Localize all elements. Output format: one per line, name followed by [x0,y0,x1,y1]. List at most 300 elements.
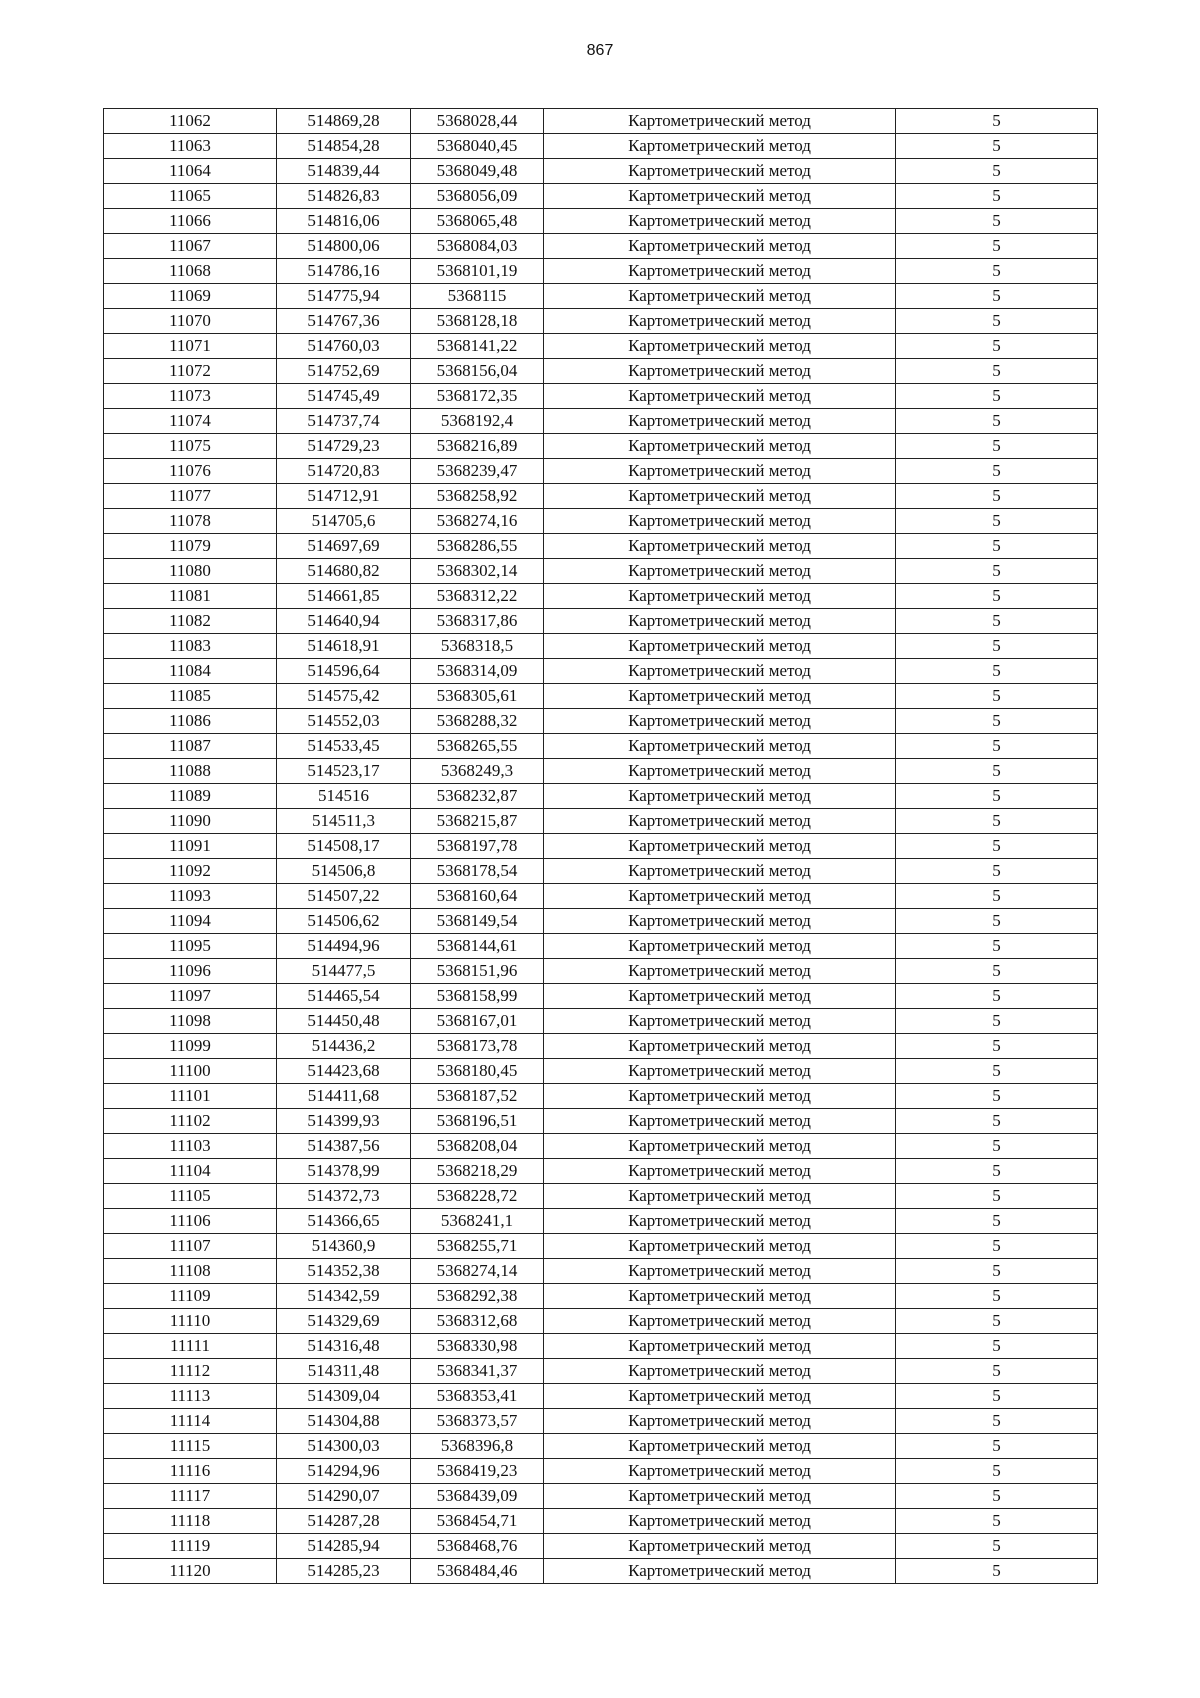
table-row [104,1384,1098,1409]
method-cell: Картометрический метод [544,509,896,534]
point-number-cell: 11066 [104,209,277,234]
method-cell: Картометрический метод [544,159,896,184]
method-cell: Картометрический метод [544,684,896,709]
method-cell: Картометрический метод [544,934,896,959]
y-coordinate-cell: 5368172,35 [411,384,544,409]
point-number-cell: 11083 [104,634,277,659]
table-row [104,1259,1098,1284]
x-coordinate-cell: 514411,68 [277,1084,411,1109]
accuracy-cell: 5 [896,509,1098,534]
method-cell: Картометрический метод [544,1434,896,1459]
x-coordinate-cell: 514854,28 [277,134,411,159]
table-row [104,759,1098,784]
x-coordinate-cell: 514737,74 [277,409,411,434]
accuracy-cell: 5 [896,1184,1098,1209]
table-row [104,109,1098,134]
point-number-cell: 11089 [104,784,277,809]
y-coordinate-cell: 5368396,8 [411,1434,544,1459]
table-row [104,234,1098,259]
point-number-cell: 11113 [104,1384,277,1409]
y-coordinate-cell: 5368292,38 [411,1284,544,1309]
accuracy-cell: 5 [896,884,1098,909]
table-row [104,709,1098,734]
point-number-cell: 11063 [104,134,277,159]
point-number-cell: 11111 [104,1334,277,1359]
accuracy-cell: 5 [896,1009,1098,1034]
x-coordinate-cell: 514300,03 [277,1434,411,1459]
method-cell: Картометрический метод [544,284,896,309]
point-number-cell: 11110 [104,1309,277,1334]
method-cell: Картометрический метод [544,309,896,334]
table-row [104,1509,1098,1534]
point-number-cell: 11076 [104,459,277,484]
x-coordinate-cell: 514705,6 [277,509,411,534]
method-cell: Картометрический метод [544,734,896,759]
method-cell: Картометрический метод [544,1334,896,1359]
table-row [104,1009,1098,1034]
accuracy-cell: 5 [896,959,1098,984]
y-coordinate-cell: 5368156,04 [411,359,544,384]
table-row [104,1559,1098,1584]
accuracy-cell: 5 [896,934,1098,959]
x-coordinate-cell: 514285,23 [277,1559,411,1584]
method-cell: Картометрический метод [544,459,896,484]
x-coordinate-cell: 514477,5 [277,959,411,984]
point-number-cell: 11118 [104,1509,277,1534]
table-row [104,909,1098,934]
point-number-cell: 11119 [104,1534,277,1559]
page-number: 867 [586,42,614,59]
accuracy-cell: 5 [896,534,1098,559]
method-cell: Картометрический метод [544,1359,896,1384]
method-cell: Картометрический метод [544,909,896,934]
point-number-cell: 11093 [104,884,277,909]
method-cell: Картометрический метод [544,1084,896,1109]
method-cell: Картометрический метод [544,559,896,584]
accuracy-cell: 5 [896,434,1098,459]
x-coordinate-cell: 514342,59 [277,1284,411,1309]
point-number-cell: 11067 [104,234,277,259]
y-coordinate-cell: 5368341,37 [411,1359,544,1384]
point-number-cell: 11095 [104,934,277,959]
point-number-cell: 11073 [104,384,277,409]
y-coordinate-cell: 5368187,52 [411,1084,544,1109]
accuracy-cell: 5 [896,684,1098,709]
x-coordinate-cell: 514816,06 [277,209,411,234]
accuracy-cell: 5 [896,909,1098,934]
point-number-cell: 11068 [104,259,277,284]
point-number-cell: 11107 [104,1234,277,1259]
table-row [104,684,1098,709]
accuracy-cell: 5 [896,984,1098,1009]
point-number-cell: 11077 [104,484,277,509]
point-number-cell: 11070 [104,309,277,334]
x-coordinate-cell: 514352,38 [277,1259,411,1284]
y-coordinate-cell: 5368274,14 [411,1259,544,1284]
point-number-cell: 11062 [104,109,277,134]
y-coordinate-cell: 5368232,87 [411,784,544,809]
point-number-cell: 11103 [104,1134,277,1159]
x-coordinate-cell: 514285,94 [277,1534,411,1559]
x-coordinate-cell: 514680,82 [277,559,411,584]
accuracy-cell: 5 [896,634,1098,659]
accuracy-cell: 5 [896,1084,1098,1109]
table-row [104,1484,1098,1509]
y-coordinate-cell: 5368208,04 [411,1134,544,1159]
table-row [104,1034,1098,1059]
point-number-cell: 11109 [104,1284,277,1309]
y-coordinate-cell: 5368101,19 [411,259,544,284]
y-coordinate-cell: 5368218,29 [411,1159,544,1184]
x-coordinate-cell: 514533,45 [277,734,411,759]
table-row [104,1209,1098,1234]
x-coordinate-cell: 514316,48 [277,1334,411,1359]
y-coordinate-cell: 5368265,55 [411,734,544,759]
point-number-cell: 11096 [104,959,277,984]
method-cell: Картометрический метод [544,1409,896,1434]
point-number-cell: 11079 [104,534,277,559]
x-coordinate-cell: 514506,8 [277,859,411,884]
method-cell: Картометрический метод [544,859,896,884]
point-number-cell: 11106 [104,1209,277,1234]
table-row [104,1334,1098,1359]
y-coordinate-cell: 5368258,92 [411,484,544,509]
y-coordinate-cell: 5368149,54 [411,909,544,934]
method-cell: Картометрический метод [544,1209,896,1234]
y-coordinate-cell: 5368419,23 [411,1459,544,1484]
point-number-cell: 11087 [104,734,277,759]
x-coordinate-cell: 514287,28 [277,1509,411,1534]
accuracy-cell: 5 [896,734,1098,759]
table-row [104,309,1098,334]
table-row [104,984,1098,1009]
x-coordinate-cell: 514869,28 [277,109,411,134]
accuracy-cell: 5 [896,484,1098,509]
accuracy-cell: 5 [896,1034,1098,1059]
point-number-cell: 11074 [104,409,277,434]
x-coordinate-cell: 514826,83 [277,184,411,209]
method-cell: Картометрический метод [544,1109,896,1134]
x-coordinate-cell: 514294,96 [277,1459,411,1484]
method-cell: Картометрический метод [544,834,896,859]
method-cell: Картометрический метод [544,1534,896,1559]
x-coordinate-cell: 514767,36 [277,309,411,334]
table-row [104,484,1098,509]
y-coordinate-cell: 5368239,47 [411,459,544,484]
y-coordinate-cell: 5368318,5 [411,634,544,659]
accuracy-cell: 5 [896,809,1098,834]
accuracy-cell: 5 [896,834,1098,859]
table-row [104,209,1098,234]
table-row [104,959,1098,984]
method-cell: Картометрический метод [544,1459,896,1484]
method-cell: Картометрический метод [544,359,896,384]
table-row [104,334,1098,359]
table-row [104,1159,1098,1184]
point-number-cell: 11097 [104,984,277,1009]
accuracy-cell: 5 [896,259,1098,284]
point-number-cell: 11117 [104,1484,277,1509]
y-coordinate-cell: 5368215,87 [411,809,544,834]
point-number-cell: 11108 [104,1259,277,1284]
accuracy-cell: 5 [896,1284,1098,1309]
method-cell: Картометрический метод [544,1284,896,1309]
accuracy-cell: 5 [896,134,1098,159]
point-number-cell: 11098 [104,1009,277,1034]
y-coordinate-cell: 5368173,78 [411,1034,544,1059]
x-coordinate-cell: 514516 [277,784,411,809]
y-coordinate-cell: 5368255,71 [411,1234,544,1259]
method-cell: Картометрический метод [544,959,896,984]
x-coordinate-cell: 514508,17 [277,834,411,859]
table-row [104,159,1098,184]
x-coordinate-cell: 514839,44 [277,159,411,184]
accuracy-cell: 5 [896,559,1098,584]
x-coordinate-cell: 514423,68 [277,1059,411,1084]
method-cell: Картометрический метод [544,1509,896,1534]
x-coordinate-cell: 514290,07 [277,1484,411,1509]
y-coordinate-cell: 5368141,22 [411,334,544,359]
accuracy-cell: 5 [896,309,1098,334]
point-number-cell: 11100 [104,1059,277,1084]
x-coordinate-cell: 514552,03 [277,709,411,734]
x-coordinate-cell: 514309,04 [277,1384,411,1409]
y-coordinate-cell: 5368084,03 [411,234,544,259]
x-coordinate-cell: 514304,88 [277,1409,411,1434]
y-coordinate-cell: 5368302,14 [411,559,544,584]
table-row [104,559,1098,584]
method-cell: Картометрический метод [544,1484,896,1509]
table-row [104,1534,1098,1559]
table-row [104,809,1098,834]
point-number-cell: 11064 [104,159,277,184]
method-cell: Картометрический метод [544,1309,896,1334]
y-coordinate-cell: 5368468,76 [411,1534,544,1559]
x-coordinate-cell: 514596,64 [277,659,411,684]
x-coordinate-cell: 514506,62 [277,909,411,934]
point-number-cell: 11072 [104,359,277,384]
y-coordinate-cell: 5368305,61 [411,684,544,709]
method-cell: Картометрический метод [544,234,896,259]
y-coordinate-cell: 5368144,61 [411,934,544,959]
accuracy-cell: 5 [896,159,1098,184]
accuracy-cell: 5 [896,859,1098,884]
point-number-cell: 11069 [104,284,277,309]
method-cell: Картометрический метод [544,1184,896,1209]
table-row [104,584,1098,609]
x-coordinate-cell: 514752,69 [277,359,411,384]
point-number-cell: 11086 [104,709,277,734]
table-row [104,509,1098,534]
accuracy-cell: 5 [896,1159,1098,1184]
table-row [104,1109,1098,1134]
y-coordinate-cell: 5368178,54 [411,859,544,884]
point-number-cell: 11104 [104,1159,277,1184]
method-cell: Картометрический метод [544,659,896,684]
point-number-cell: 11112 [104,1359,277,1384]
table-row [104,409,1098,434]
method-cell: Картометрический метод [544,384,896,409]
x-coordinate-cell: 514640,94 [277,609,411,634]
point-number-cell: 11075 [104,434,277,459]
y-coordinate-cell: 5368484,46 [411,1559,544,1584]
point-number-cell: 11084 [104,659,277,684]
x-coordinate-cell: 514372,73 [277,1184,411,1209]
y-coordinate-cell: 5368115 [411,284,544,309]
method-cell: Картометрический метод [544,1034,896,1059]
accuracy-cell: 5 [896,234,1098,259]
point-number-cell: 11099 [104,1034,277,1059]
accuracy-cell: 5 [896,209,1098,234]
table-row [104,1234,1098,1259]
y-coordinate-cell: 5368312,22 [411,584,544,609]
method-cell: Картометрический метод [544,634,896,659]
accuracy-cell: 5 [896,1334,1098,1359]
table-row [104,1434,1098,1459]
table-row [104,284,1098,309]
coordinates-table [103,108,1098,1584]
point-number-cell: 11116 [104,1459,277,1484]
x-coordinate-cell: 514575,42 [277,684,411,709]
x-coordinate-cell: 514775,94 [277,284,411,309]
table-row [104,184,1098,209]
y-coordinate-cell: 5368317,86 [411,609,544,634]
x-coordinate-cell: 514697,69 [277,534,411,559]
y-coordinate-cell: 5368353,41 [411,1384,544,1409]
table-row [104,1284,1098,1309]
point-number-cell: 11065 [104,184,277,209]
x-coordinate-cell: 514399,93 [277,1109,411,1134]
table-row [104,634,1098,659]
point-number-cell: 11115 [104,1434,277,1459]
x-coordinate-cell: 514786,16 [277,259,411,284]
table-row [104,834,1098,859]
table-row [104,859,1098,884]
method-cell: Картометрический метод [544,1559,896,1584]
table-row [104,1359,1098,1384]
method-cell: Картометрический метод [544,584,896,609]
method-cell: Картометрический метод [544,1259,896,1284]
y-coordinate-cell: 5368288,32 [411,709,544,734]
x-coordinate-cell: 514329,69 [277,1309,411,1334]
y-coordinate-cell: 5368151,96 [411,959,544,984]
x-coordinate-cell: 514450,48 [277,1009,411,1034]
x-coordinate-cell: 514507,22 [277,884,411,909]
accuracy-cell: 5 [896,1209,1098,1234]
method-cell: Картометрический метод [544,609,896,634]
accuracy-cell: 5 [896,1509,1098,1534]
accuracy-cell: 5 [896,1359,1098,1384]
y-coordinate-cell: 5368216,89 [411,434,544,459]
method-cell: Картометрический метод [544,809,896,834]
y-coordinate-cell: 5368160,64 [411,884,544,909]
accuracy-cell: 5 [896,584,1098,609]
y-coordinate-cell: 5368049,48 [411,159,544,184]
accuracy-cell: 5 [896,284,1098,309]
point-number-cell: 11094 [104,909,277,934]
x-coordinate-cell: 514712,91 [277,484,411,509]
method-cell: Картометрический метод [544,109,896,134]
accuracy-cell: 5 [896,1059,1098,1084]
accuracy-cell: 5 [896,409,1098,434]
method-cell: Картометрический метод [544,1134,896,1159]
method-cell: Картометрический метод [544,784,896,809]
accuracy-cell: 5 [896,1484,1098,1509]
table-row [104,1184,1098,1209]
y-coordinate-cell: 5368167,01 [411,1009,544,1034]
x-coordinate-cell: 514523,17 [277,759,411,784]
accuracy-cell: 5 [896,384,1098,409]
y-coordinate-cell: 5368330,98 [411,1334,544,1359]
x-coordinate-cell: 514720,83 [277,459,411,484]
table-row [104,1459,1098,1484]
accuracy-cell: 5 [896,759,1098,784]
accuracy-cell: 5 [896,1459,1098,1484]
table-row [104,934,1098,959]
table-row [104,734,1098,759]
method-cell: Картометрический метод [544,709,896,734]
point-number-cell: 11071 [104,334,277,359]
point-number-cell: 11080 [104,559,277,584]
x-coordinate-cell: 514760,03 [277,334,411,359]
accuracy-cell: 5 [896,334,1098,359]
x-coordinate-cell: 514800,06 [277,234,411,259]
x-coordinate-cell: 514311,48 [277,1359,411,1384]
table-row [104,1084,1098,1109]
table-row [104,784,1098,809]
accuracy-cell: 5 [896,359,1098,384]
accuracy-cell: 5 [896,1259,1098,1284]
x-coordinate-cell: 514511,3 [277,809,411,834]
table-row [104,534,1098,559]
accuracy-cell: 5 [896,784,1098,809]
point-number-cell: 11082 [104,609,277,634]
accuracy-cell: 5 [896,1559,1098,1584]
point-number-cell: 11101 [104,1084,277,1109]
accuracy-cell: 5 [896,1234,1098,1259]
accuracy-cell: 5 [896,1534,1098,1559]
accuracy-cell: 5 [896,1109,1098,1134]
y-coordinate-cell: 5368056,09 [411,184,544,209]
x-coordinate-cell: 514661,85 [277,584,411,609]
table-row [104,434,1098,459]
method-cell: Картометрический метод [544,759,896,784]
table-row [104,1059,1098,1084]
x-coordinate-cell: 514378,99 [277,1159,411,1184]
point-number-cell: 11081 [104,584,277,609]
y-coordinate-cell: 5368314,09 [411,659,544,684]
method-cell: Картометрический метод [544,434,896,459]
table-row [104,459,1098,484]
y-coordinate-cell: 5368312,68 [411,1309,544,1334]
table-row [104,384,1098,409]
table-row [104,1409,1098,1434]
y-coordinate-cell: 5368158,99 [411,984,544,1009]
y-coordinate-cell: 5368028,44 [411,109,544,134]
method-cell: Картометрический метод [544,1159,896,1184]
accuracy-cell: 5 [896,709,1098,734]
y-coordinate-cell: 5368040,45 [411,134,544,159]
method-cell: Картометрический метод [544,409,896,434]
accuracy-cell: 5 [896,459,1098,484]
method-cell: Картометрический метод [544,259,896,284]
x-coordinate-cell: 514436,2 [277,1034,411,1059]
table-row [104,884,1098,909]
table-row [104,359,1098,384]
point-number-cell: 11091 [104,834,277,859]
y-coordinate-cell: 5368192,4 [411,409,544,434]
point-number-cell: 11078 [104,509,277,534]
